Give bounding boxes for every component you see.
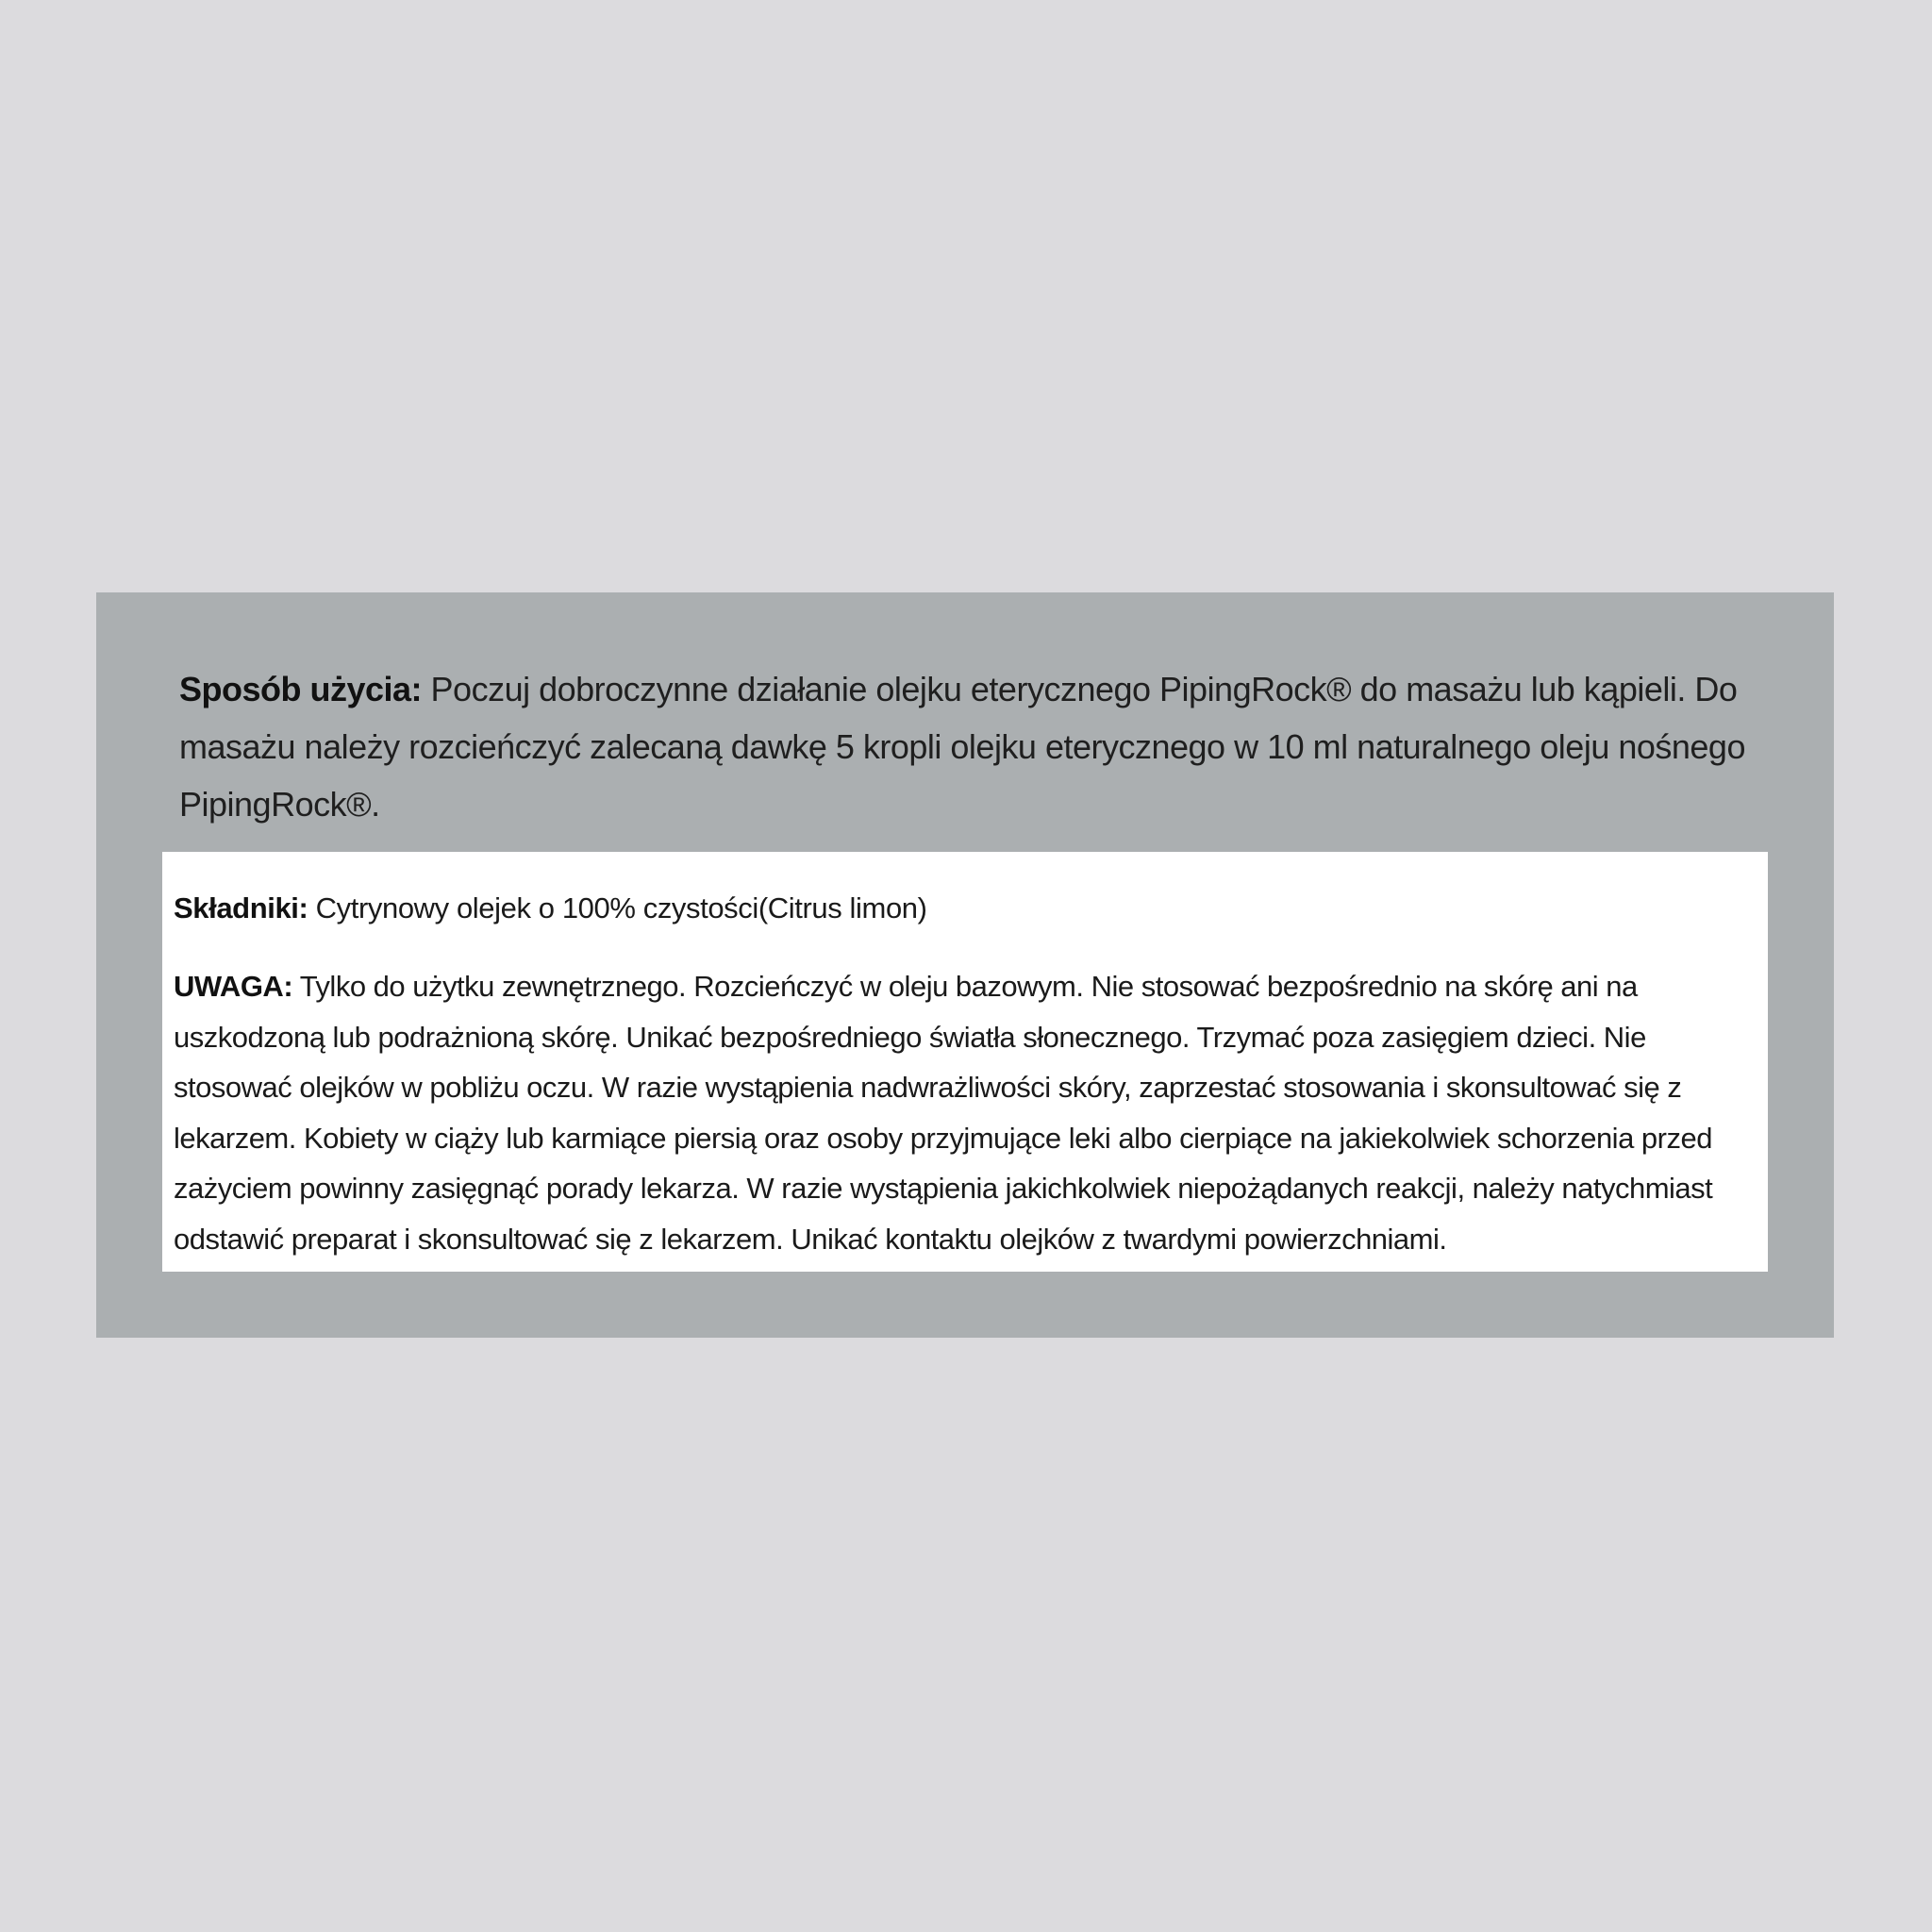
ingredients-paragraph xyxy=(174,890,1758,927)
ingredients-label: Składniki: xyxy=(174,891,308,924)
warning-label: UWAGA: xyxy=(174,970,293,1003)
warning-paragraph xyxy=(174,961,1768,1264)
info-box xyxy=(162,852,1768,1272)
usage-text: Poczuj dobroczynne działanie olejku eterycznego PipingRock® do masażu lub kąpieli. Do masażu należy rozcieńczyć zalecaną dawkę 5 kropli olejku eterycznego w 10 ml naturalnego oleju nośnego PipingRock®. xyxy=(179,670,1745,824)
usage-paragraph xyxy=(179,660,1764,833)
usage-label: Sposób użycia: xyxy=(179,670,423,708)
label-panel xyxy=(96,592,1834,1338)
warning-text: Tylko do użytku zewnętrznego. Rozcieńczyć w oleju bazowym. Nie stosować bezpośrednio na skórę ani na uszkodzoną lub podrażnioną skórę. Unikać bezpośredniego światła słonecznego. Trzymać poza zasięgiem dzieci. Nie stosować olejków w pobliżu oczu. W razie wystąpienia nadwrażliwości skóry, zaprzestać stosowania i skonsultować się z lekarzem. Kobiety w ciąży lub karmiące piersią oraz osoby przyjmujące leki albo cierpiące na jakiekolwiek schorzenia przed zażyciem powinny zasięgnąć porady lekarza. W razie wystąpienia jakichkolwiek niepożądanych reakcji, należy natychmiast odstawić preparat i skonsultować się z lekarzem. Unikać kontaktu olejków z twardymi powierzchniami. xyxy=(174,970,1713,1256)
ingredients-text: Cytrynowy olejek o 100% czystości(Citrus limon) xyxy=(308,891,927,924)
